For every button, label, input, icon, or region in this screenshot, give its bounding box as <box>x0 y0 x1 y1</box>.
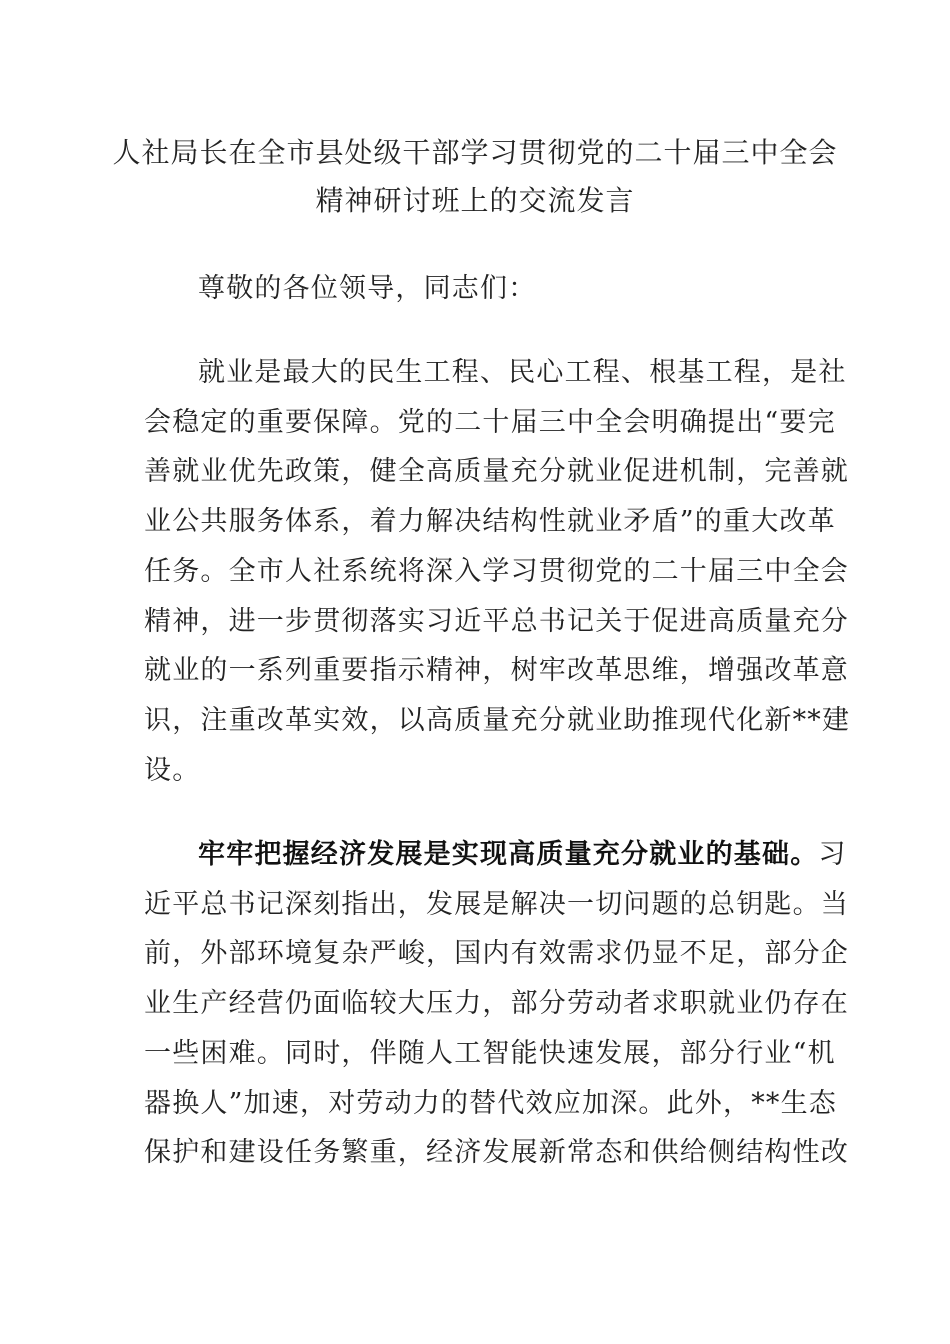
paragraph-line: 就业的一系列重要指示精神，树牢改革思维，增强改革意 <box>144 655 849 687</box>
paragraph-line: 一些困难。同时，伴随人工智能快速发展，部分行业“机 <box>144 1037 836 1069</box>
paragraph-line: 业公共服务体系，着力解决结构性就业矛盾”的重大改革 <box>144 506 836 538</box>
paragraph-line: 设。 <box>144 754 201 786</box>
paragraph-heading-continuation: 习 <box>818 839 847 870</box>
greeting-text: 尊敬的各位领导，同志们： <box>198 273 537 304</box>
greeting <box>144 264 784 314</box>
paragraph-line: 近平总书记深刻指出，发展是解决一切问题的总钥匙。当 <box>144 888 849 920</box>
paragraph-employment-intro <box>144 348 851 795</box>
paragraph-line: 就业是最大的民生工程、民心工程、根基工程，是社 <box>198 357 847 388</box>
paragraph-line: 善就业优先政策，健全高质量充分就业促进机制，完善就 <box>144 456 849 488</box>
paragraph-line: 任务。全市人社系统将深入学习贯彻党的二十届三中全会 <box>144 555 849 587</box>
paragraph-line: 识，注重改革实效，以高质量充分就业助推现代化新**建 <box>144 704 851 736</box>
paragraph-line: 会稳定的重要保障。党的二十届三中全会明确提出“要完 <box>144 406 836 438</box>
paragraph-line: 精神，进一步贯彻落实习近平总书记关于促进高质量充分 <box>144 605 849 637</box>
paragraph-line: 保护和建设任务繁重，经济发展新常态和供给侧结构性改 <box>144 1137 849 1169</box>
document-title-line-2: 精神研讨班上的交流发言 <box>315 184 635 217</box>
paragraph-economic-foundation <box>144 830 849 1178</box>
paragraph-line: 业生产经营仍面临较大压力，部分劳动者求职就业仍存在 <box>144 988 849 1020</box>
paragraph-line: 器换人”加速，对劳动力的替代效应加深。此外，**生态 <box>144 1087 838 1119</box>
document-title-line-1: 人社局长在全市县处级干部学习贯彻党的二十届三中全会 <box>112 136 838 169</box>
paragraph-heading: 牢牢把握经济发展是实现高质量充分就业的基础。 <box>198 839 819 870</box>
paragraph-first-line <box>144 830 847 880</box>
paragraph-line: 前，外部环境复杂严峻，国内有效需求仍显不足，部分企 <box>144 938 849 970</box>
